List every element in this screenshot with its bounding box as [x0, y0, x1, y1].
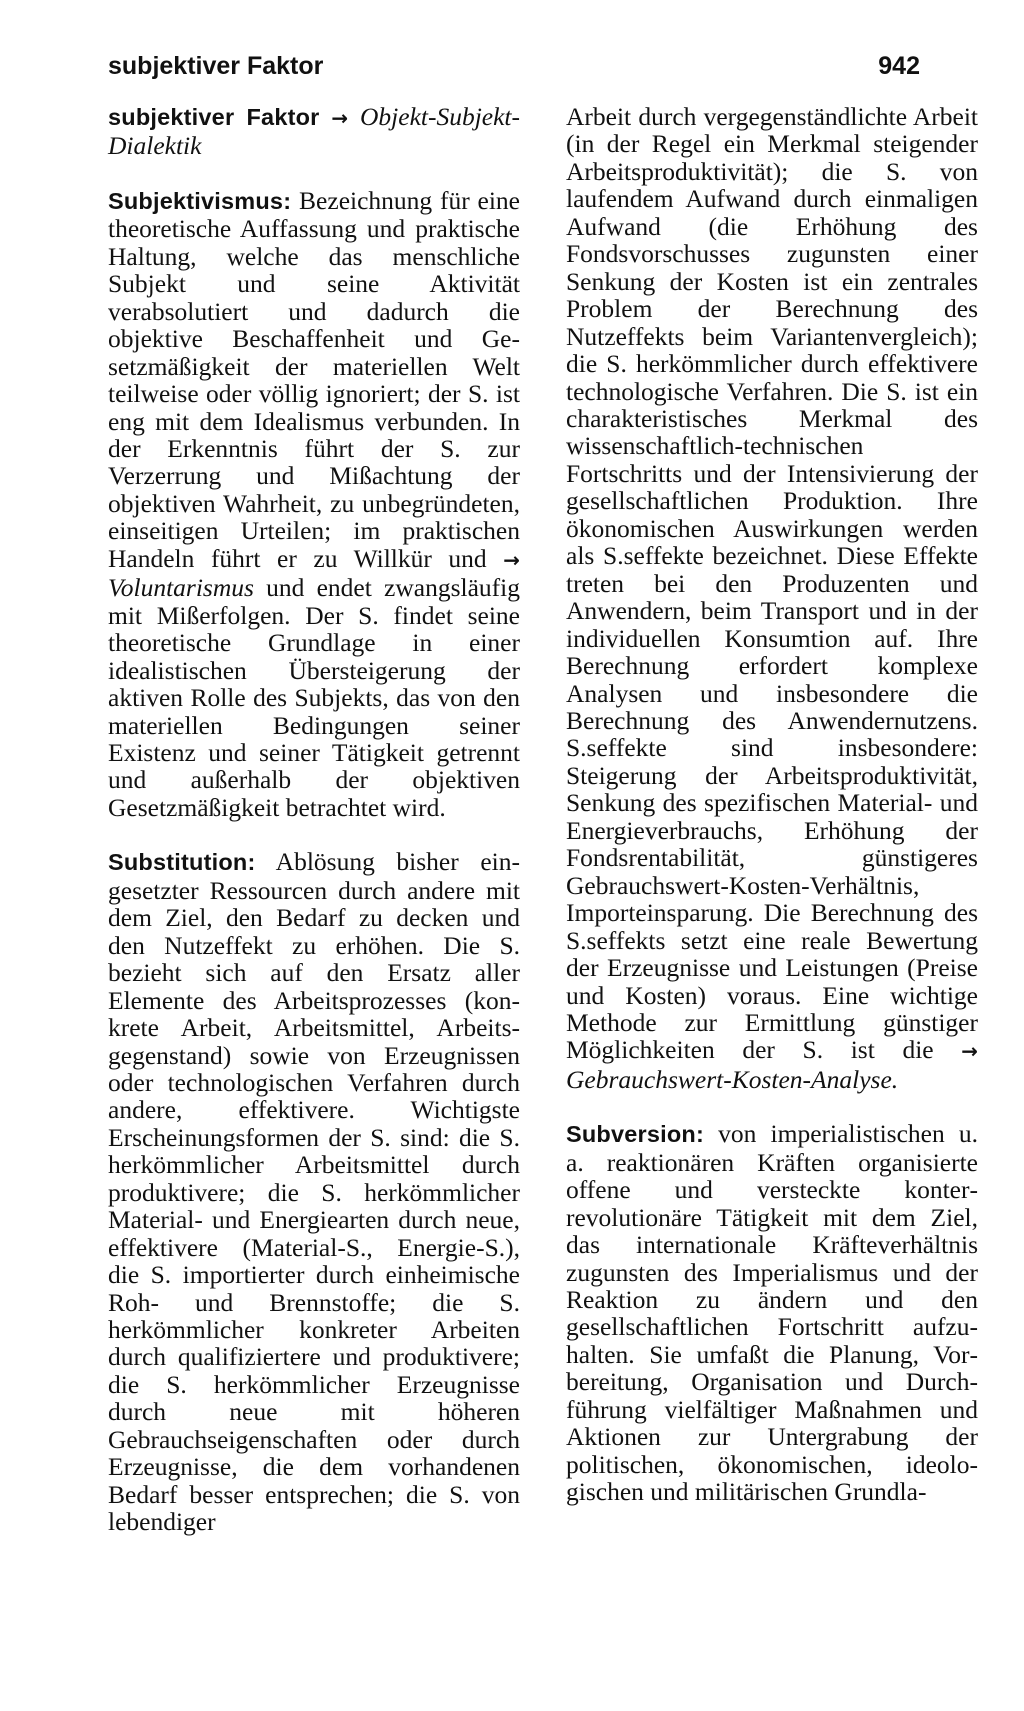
entry-substitution-continued [566, 103, 978, 1093]
cross-reference-link[interactable]: Gebrauchswert-Kosten-Analyse. [566, 1064, 899, 1094]
entry-text: Arbeit durch vergegenständlichte Arbeit (in der Regel ein Merkmal steigender Arbeitsproduktivität); die S. von laufendem Aufwand durch einmaligen Aufwand (die Erhöhung des Fondsvorschusses zugunsten einer Senkung der Kosten ist ein zentrales Problem der Berechnung des Nutzeffekts beim Variantenvergleich); die S. herkömmlicher durch effektivere technologische Verfahren. Die S. ist ein charakteristisches Merkmal des wissenschaftlich-technischen Fortschritts und der Intensivierung der gesellschaftlichen Produktion. Ihre ökonomischen Auswirkungen werden als S.seffekte bezeichnet. Diese Effekte treten bei den Produzenten und Anwendern, beim Transport und in der individuellen Konsumtion auf. Ihre Berechnung erfordert komplexe Analysen und insbesondere die Berechnung des Anwendernutzens. S.seffekte sind insbesondere: Steigerung der Arbeitsproduktivität, Senkung des spezifischen Material- und Energieverbrauchs, Erhöhung der Fondsrentabilität, günstigeres Gebrauchswert-Kosten-Verhältnis, Importeinsparung. Die Berechnung des S.seffekts setzt eine reale Bewertung der Erzeugnisse und Leistungen (Preise und Kosten) voraus. Eine wichtige Methode zur Ermittlung günstiger Möglichkeiten der S. ist die [566, 102, 978, 1065]
running-title: subjektiver Faktor [108, 52, 324, 80]
entry-body [566, 1120, 978, 1505]
right-column [566, 103, 978, 1533]
cross-reference-link[interactable]: Voluntarismus [108, 573, 254, 603]
entry-text: von imperialistischen u. a. reaktionären Kräften organisierte offene und versteckte konterrevolutionäre Tätigkeit mit dem Ziel, das internationale Kräfteverhältnis zugunsten des Imperialismus und der Reaktion zu ändern und den gesellschaftlichen Fortschritt aufzuhalten. Sie umfaßt die Planung, Vorbereitung, Organisation und Durchführung vielfältiger Maßnahmen und Aktionen zur Untergrabung der politischen, ökonomischen, ideologischen und militärischen Grundla- [566, 1119, 978, 1507]
entry-text: Ablösung bisher eingesetzter Ressourcen durch andere mit dem Ziel, den Bedarf zu decken und den Nutzeffekt zu erhöhen. Die S. bezieht sich auf den Ersatz aller Elemente des Arbeitsprozesses (konkrete Arbeit, Arbeitsmittel, Arbeitsgegenstand) sowie von Erzeugnissen oder technologischen Verfahren durch andere, effektivere. Wichtigste Erscheinungsformen der S. sind: die S. herkömmlicher Arbeitsmittel durch produktivere; die S. herkömmlicher Material- und Energiearten durch neue, effektivere (Material-S., Energie-S.), die S. importierter durch einheimische Roh- und Brennstoffe; die S. herkömmlicher konkreter Arbeiten durch qualifiziertere und produktivere; die S. herkömmlicher Erzeugnisse durch neue mit höheren Gebrauchseigenschaften oder durch Erzeugnisse, die dem vorhandenen Bedarf besser entsprechen; die S. von lebendiger [108, 847, 520, 1537]
entry-body [566, 103, 978, 1093]
entry-substitution [108, 848, 520, 1535]
entry-text: und endet zwangsläufig mit Mißerfolgen. Der S. findet seine theoretische Grundlage in einer idealistischen Übersteigerung der aktiven Rolle des Subjekts, das von den materiellen Bedingungen seiner Existenz und seiner Tätigkeit getrennt und außerhalb der objektiven Gesetzmäßigkeit betrachtet wird. [108, 573, 520, 822]
left-column [108, 103, 520, 1563]
entry-body [108, 848, 520, 1535]
entry-text: Bezeichnung für eine theoretische Auffassung und praktische Haltung, welche das menschliche Subjekt und seine Aktivität verabsolutiert und dadurch die objektive Beschaffenheit und Gesetzmäßigkeit der materiellen Welt teilweise oder völlig ignoriert; der S. ist eng mit dem Idealismus verbunden. In der Erkenntnis führt der S. zur Verzerrung und Mißachtung der objektiven Wahrheit, zu unbegründeten, einseitigen Urteilen; im praktischen Handeln führt er zu Willkür und [108, 185, 520, 573]
lemma: Subjektivismus: [108, 187, 292, 214]
lemma: Subversion: [566, 1121, 705, 1148]
entry-subjektiver-faktor [108, 103, 520, 160]
arrow-right-icon: → [503, 547, 520, 572]
entry-body [108, 103, 520, 160]
lemma: Substitution: [108, 849, 256, 876]
entry-subversion [566, 1120, 978, 1505]
arrow-right-icon: → [961, 1039, 978, 1064]
entry-body [108, 187, 520, 821]
running-head [108, 48, 920, 84]
lemma: subjektiver Faktor [108, 104, 320, 130]
page-number: 942 [878, 52, 920, 80]
entry-subjektivismus [108, 187, 520, 821]
arrow-right-icon: → [331, 106, 349, 130]
cross-reference-link[interactable]: Objekt-Subjekt-Dialektik [108, 102, 521, 161]
